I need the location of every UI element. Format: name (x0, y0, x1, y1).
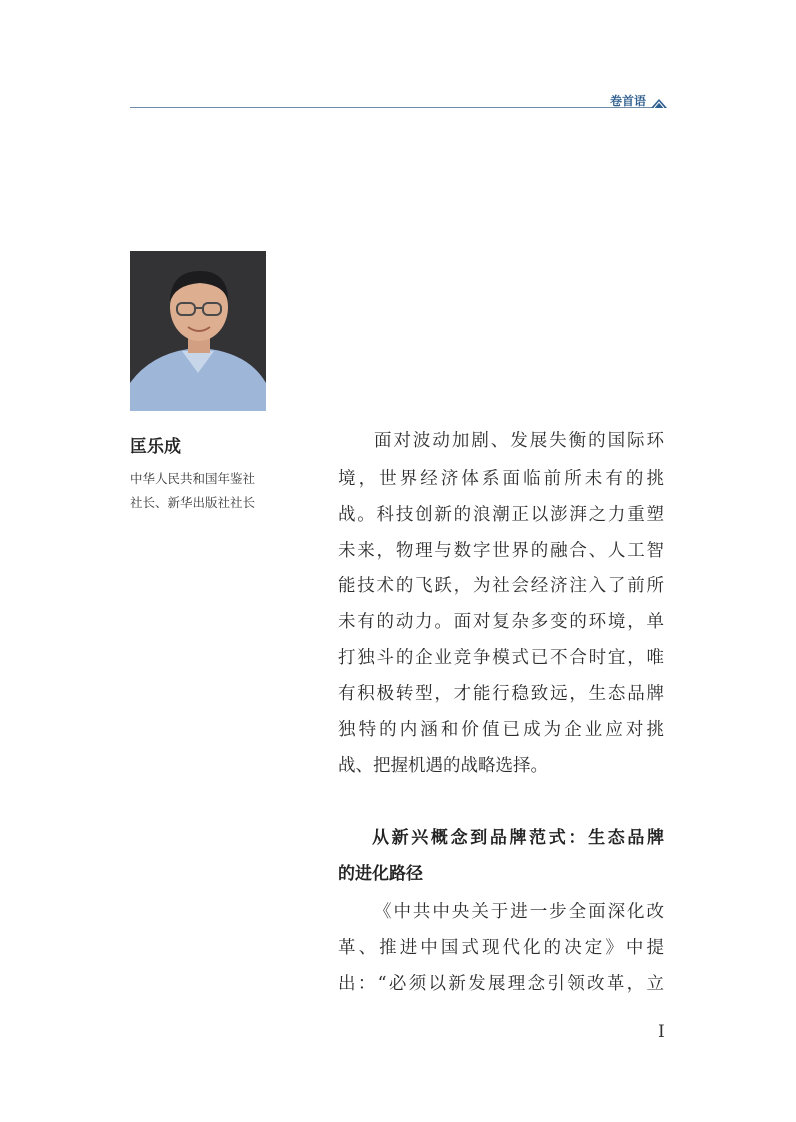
paragraph-line: 能技术的飞跃，为社会经济注入了前所 (338, 576, 664, 596)
paragraph-line: 战、把握机遇的战略选择。 (338, 756, 548, 776)
author-name: 匡乐成 (130, 437, 181, 457)
paragraph-line: 战。科技创新的浪潮正以澎湃之力重塑 (338, 505, 664, 525)
paragraph-line: 出：“必须以新发展理念引领改革，立 (338, 974, 664, 994)
paragraph-line: 境，世界经济体系面临前所未有的挑 (338, 469, 664, 489)
page-number: I (658, 1022, 665, 1042)
mountain-mark-icon (651, 98, 667, 108)
heading-line: 从新兴概念到品牌范式：生态品牌 (372, 828, 664, 848)
author-portrait (130, 251, 266, 411)
paragraph-line: 有积极转型，才能行稳致远，生态品牌 (338, 684, 664, 704)
author-role-line-1: 中华人民共和国年鉴社 (130, 471, 256, 486)
portrait-photo-icon (130, 251, 266, 411)
paragraph-line: 《中共中央关于进一步全面深化改 (374, 902, 664, 922)
paragraph-line: 面对波动加剧、发展失衡的国际环 (374, 431, 664, 451)
header-rule (130, 107, 665, 108)
author-role-line-2: 社长、新华出版社社长 (130, 495, 256, 510)
paragraph-line: 未有的动力。面对复杂多变的环境，单 (338, 612, 664, 632)
paragraph-line: 未来，物理与数字世界的融合、人工智 (338, 541, 664, 561)
paragraph-line: 革、推进中国式现代化的决定》中提 (338, 938, 664, 958)
section-label: 卷首语 (609, 94, 646, 108)
heading-line: 的进化路径 (338, 864, 423, 884)
paragraph-line: 打独斗的企业竞争模式已不合时宜，唯 (338, 648, 664, 668)
paragraph-line: 独特的内涵和价值已成为企业应对挑 (338, 720, 664, 740)
